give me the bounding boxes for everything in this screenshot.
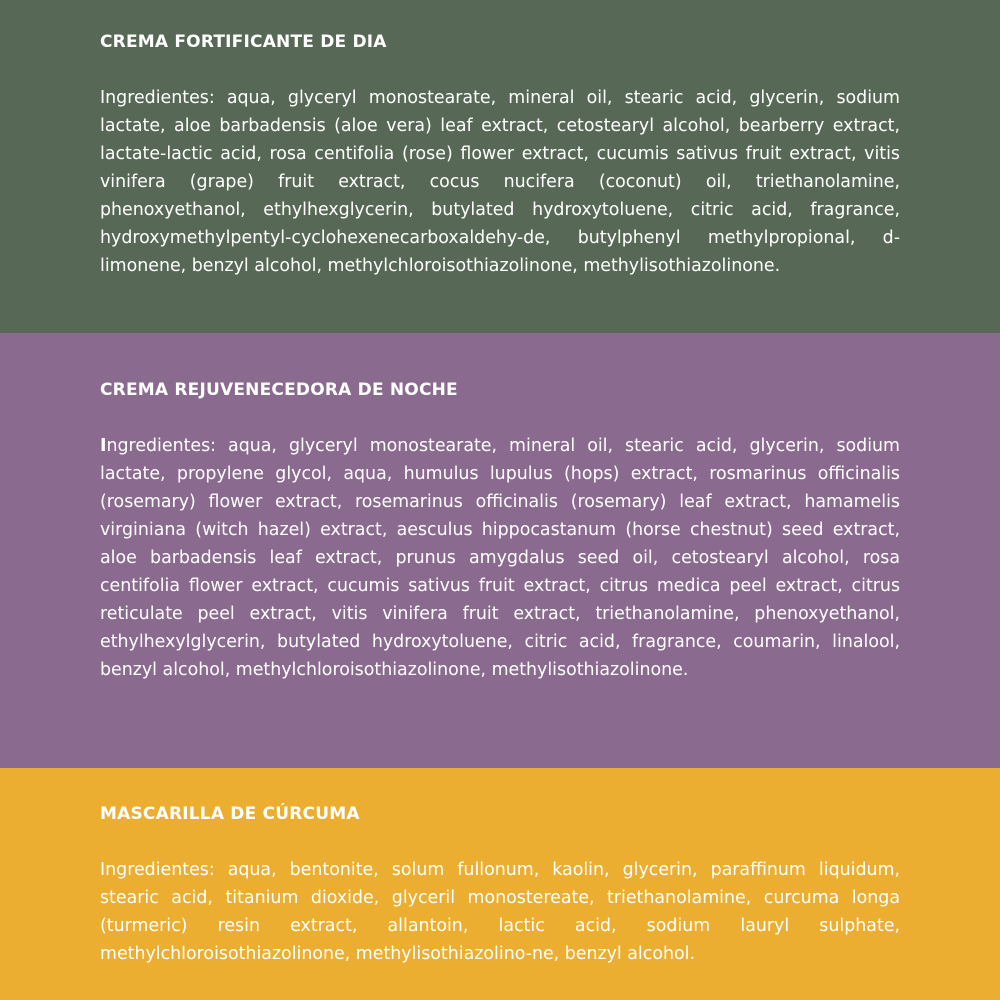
ingredients-body: ngredientes: aqua, glyceryl monostearate, mineral oil, stearic acid, glycerin, sodium lactate, propylene glycol, aqua, humulus lupulus (hops) extract, rosmarinus officinalis (rosemary) flower extract, rosemarinus officinalis (rosemary) leaf extract, hamamelis virginiana (witch hazel) extract, aesculus hippocastanum (horse chestnut) seed extract, aloe barbadensis leaf extract, prunus amygdalus seed oil, cetostearyl alcohol, rosa centifolia flower extract, cucumis sativus fruit extract, citrus medica peel extract, citrus reticulate peel extract, vitis vinifera fruit extract, triethanolamine, phenoxyethanol, ethylhexylglycerin, butylated hydroxytoluene, citric acid, fragrance, coumarin, linalool, benzyl alcohol, methylchloroisothiazolinone, methylisothiazolinone.	[100, 436, 900, 680]
ingredients-text: Ingredientes: aqua, bentonite, solum fullonum, kaolin, glycerin, paraffinum liquidum, stearic acid, titanium dioxide, glyceril monostereate, triethanolamine, curcuma longa (turmeric) resin extract, allantoin, lactic acid, sodium lauryl sulphate, methylchloroisothiazolinone, methylisothiazolino-ne, benzyl alcohol.	[100, 860, 900, 964]
section-title: MASCARILLA DE CÚRCUMA	[100, 804, 360, 824]
section-crema-fortificante	[0, 0, 1000, 333]
ingredients-text: Ingredientes: aqua, glyceryl monostearate, mineral oil, stearic acid, glycerin, sodium lactate, aloe barbadensis (aloe vera) leaf extract, cetostearyl alcohol, bearberry extract, lactate-lactic acid, rosa centifolia (rose) flower extract, cucumis sativus fruit extract, vitis vinifera (grape) fruit extract, cocus nucifera (coconut) oil, triethanolamine, phenoxyethanol, ethylhexglycerin, butylated hydroxytoluene, citric acid, fragrance, hydroxymethylpentyl-cyclohexenecarboxaldehy-de, butylphenyl methylpropional, d-limonene, benzyl alcohol, methylchloroisothiazolinone, methylisothiazolinone.	[100, 88, 900, 276]
section-title: CREMA FORTIFICANTE DE DIA	[100, 32, 387, 52]
ingredients-initial: I	[100, 436, 107, 456]
section-crema-rejuvenecedora	[0, 333, 1000, 768]
section-mascarilla-curcuma	[0, 768, 1000, 1000]
section-title: CREMA REJUVENECEDORA DE NOCHE	[100, 380, 458, 400]
ingredients-text	[100, 432, 900, 684]
